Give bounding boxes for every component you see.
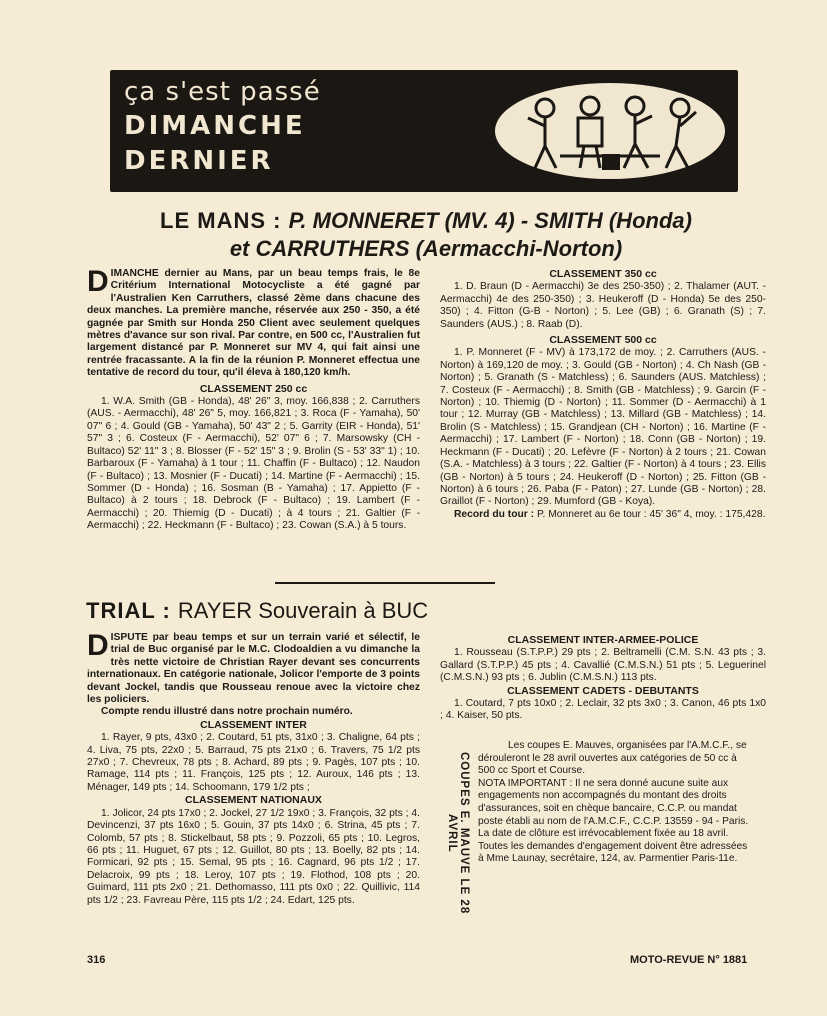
lemans-intro-text: IMANCHE dernier au Mans, par un beau temps frais, le 8e Critérium International Motocycliste a été gagné par l'Australien Ken Carruthers, classé 2ème dans chacune des deux manches. La première manche, réservée aux 250 - 350, a été gagnée par Smith sur Honda 250 Client avec seulement quelques mètres d'avance sur son rival. Par contre, en 500 cc, l'Australien fut largement distancé par P. Monneret sur MV 4, qui fait ainsi une rentrée fracassante. A la fin de la réunion P. Monneret effectua une tentative de record du tour, qu'il éleva à 180,120 km/h.: [87, 268, 420, 379]
trial-intro: [87, 629, 420, 706]
trial-report-note: Compte rendu illustré dans notre prochain numéro.: [101, 706, 353, 718]
c500-title: CLASSEMENT 500 cc: [549, 334, 657, 347]
notice-closing: La date de clôture est irrévocablement fixée au 18 avril. Toutes les demandes d'engagement doivent être adressées à Mme Launay, secrétaire, 124, av. Parmentier Paris-11e.: [478, 828, 748, 865]
lemans-headline-lead: LE MANS :: [160, 208, 289, 233]
notice-text: Les coupes E. Mauves, organisées par l'A.M.C.F., se dérouleront le 28 avril ouvertes aux catégories de 50 cc à 500 cc Sport et Course.: [478, 740, 747, 777]
lemans-headline-part1: P. MONNERET (MV. 4) - SMITH (Honda): [288, 208, 692, 233]
section-divider: [275, 582, 495, 584]
banner-illustration-icon: [490, 76, 730, 186]
notice-vertical-title: COUPES E. MAUVE LE 28 AVRIL: [446, 751, 470, 915]
nat-results: 1. Jolicor, 24 pts 17x0 ; 2. Jockel, 27 1/2 19x0 ; 3. François, 32 pts ; 4. Devincenzi, 37 pts 16x0 ; 5. Gouin, 37 pts 14x0 ; 6. Strina, 45 pts ; 7. Colomb, 57 pts ; 8. Stickelbaut, 58 pts ; 9. Pozzoli, 65 pts ; 10. Legros, 66 pts ; 11. Huguet, 67 pts ; 12. Guillot, 80 pts ; 13. Boelly, 82 pts ; 14. Formicari, 92 pts ; 15. Semal, 95 pts ; 16. Cagnard, 96 pts 1/2 ; 17. Delacroix, 99 pts ; 18. Leroy, 107 pts ; 19. Flothod, 108 pts ; 20. Guimard, 111 pts 2x0 ; 21. Dethomasso, 111 pts 0x0 ; 22. Quillivic, 114 pts 1/2 ; 23. Favreau Père, 115 pts 1/2 ; 24. Edart, 125 pts.: [87, 807, 420, 906]
cadets-title: CLASSEMENT CADETS - DEBUTANTS: [507, 684, 699, 697]
lemans-left-column: [87, 265, 420, 533]
banner-line-2: DIMANCHE: [124, 111, 306, 141]
c250-title: CLASSEMENT 250 cc: [199, 382, 308, 395]
police-results: 1. Rousseau (S.T.P.P.) 29 pts ; 2. Beltramelli (C.M. S.N. 43 pts ; 3. Gallard (S.T.P.P.) 45 pts ; 4. Cavallié (C.M.S.N.) 51 pts ; 5. Leguerinel (C.M.S.N.) 93 pts ; 6. Jublin (C.M.S.N.) 113 pts.: [440, 647, 766, 684]
page-number: 316: [87, 954, 106, 966]
c250-results: 1. W.A. Smith (GB - Honda), 48' 26" 3, moy. 166,838 ; 2. Carruthers (AUS. - Aermacchi), 48' 26" 5, moy. 166,821 ; 3. Roca (F - Yamaha), 50' 07" 6 ; 4. Gould (GB - Yamaha), 50' 43" 2 ; 5. Garrity (EIR - Honda), 51' 57" 3 ; 6. Costeux (F - Aermacchi), 52' 07" 6 ; 7. Marsowsky (CH - Bultaco) 52' 11" 3 ; 8. Blosser (F - 52' 15" 3 ; 9. Brolin (S - 53' 33" 1) ; 10. Barbaroux (F - Yamaha) à 1 tour ; 11. Chaffin (F - Bultaco) ; 12. Naudon (F - Bultaco) ; 13. Mosnier (F - Ducati) ; 14. Martine (F - Aermacchi) ; 15. Sommer (D - Honda) ; 16. Sosman (B - Yamaha) ; 17. Appietto (F - Bultaco) à 2 tours ; 18. Debrock (F - Bultaco) ; 19. Lambert (F - Aermacchi) ; 20. Thiemig (D - Ducati) ; à 4 tours ; 21. Galtier (F - Aermacchi) ; 22. Heckmann (F - Bultaco) ; 23. Cowan (S.A.) à 5 tours.: [87, 396, 420, 532]
banner-line-1: ça s'est passé: [124, 77, 321, 107]
banner-line-3: DERNIER: [124, 146, 274, 176]
lap-record-label: Record du tour :: [454, 508, 535, 520]
c500-results: 1. P. Monneret (F - MV) à 173,172 de moy. ; 2. Carruthers (AUS. - Norton) à 169,120 de moy. ; 3. Gould (GB - Norton) ; 4. Ch Nash (GB - Norton) ; 5. Granath (S - Matchless) ; 6. Saunders (AUS. Matchless) ; 7. Costeux (F - Aermacchi) ; 8. Smith (GB - Matchless) ; 9. Garcin (F - Norton) ; 10. Thiemig (D - Norton) ; 11. Sommer (D - Aermacchi) à 1 tour ; 12. Murray (GB - Matchless) ; 13. Millard (GB - Matchless) ; 14. Brolin (S - Matchless) ; 15. Grandjean (CH - Norton) ; 16. Martine (F - Aermacchi) ; 17. Lambert (F - Norton) ; 18. Conn (GB - Norton) ; 19. Heckmann (F - Ducati) ; 20. Lefèvre (F - Norton) à 2 tours ; 21. Cowan (S.A. - Matchless) à 3 tours ; 22. Galtier (F - Norton) à 4 tours ; 23. Ellis (GB - Norton) à 5 tours ; 24. Heukeroff (D - Norton) ; 25. Fitton (GB - Norton) à 6 tours ; 26. Paba (F - Paton) ; 27. Lunde (GB - Norton) ; 28. Graillot (F - Norton) ; 29. Mumford (GB - Koya).: [440, 347, 766, 508]
nat-title: CLASSEMENT NATIONAUX: [185, 794, 322, 807]
trial-left-column: [87, 629, 420, 907]
magazine-issue: MOTO-REVUE N° 1881: [630, 954, 748, 966]
inter-results: 1. Rayer, 9 pts, 43x0 ; 2. Coutard, 51 pts, 31x0 ; 3. Chaligne, 64 pts ; 4. Liva, 75 pts, 22x0 ; 5. Barraud, 75 pts 21x0 ; 6. Travers, 75 1/2 pts 27x0 ; 7. Chevreux, 78 pts ; 8. Achard, 89 pts ; 9. Pagès, 107 pts ; 10. Ramage, 114 pts ; 11. François, 125 pts ; 12. Auroux, 146 pts ; 13. Ménager, 149 pts ; 14. Schoomann, 179 1/2 pts ;: [87, 732, 420, 793]
trial-headline-lead: TRIAL :: [86, 598, 178, 623]
section-banner: [110, 70, 738, 192]
trial-right-column: [440, 634, 766, 723]
notice-important: NOTA IMPORTANT : Il ne sera donné aucune suite aux engagements non accompagnés du montant des droits d'assurances, soit en chèque bancaire, C.C.P. ou mandat poste établi au nom de l'A.M.C.F., C.C.P. 13559 - 94 - Paris.: [478, 777, 749, 827]
notice-box: [478, 740, 752, 943]
c350-title: CLASSEMENT 350 cc: [549, 268, 657, 280]
trial-headline: [86, 597, 766, 625]
police-title: CLASSEMENT INTER-ARMEE-POLICE: [507, 634, 699, 646]
lemans-dropcap: D: [87, 265, 109, 298]
c350-results: 1. D. Braun (D - Aermacchi) 3e des 250-350) ; 2. Thalamer (AUT. - Aermacchi) 4e des 250-350) ; 3. Heukeroff (D - Honda) 5e des 250-350) ; 4. Fitton (G-B - Norton) ; 5. Lee (GB) ; 6. Granath (S) ; 7. Saunders (AUS.) ; 8. Raab (D).: [440, 281, 766, 330]
lap-record: [440, 509, 766, 521]
lemans-headline: [86, 207, 766, 263]
trial-intro-text: ISPUTE par beau temps et sur un terrain varié et sélectif, le trial de Buc organisé par le M.C. Clodoaldien a vu dimanche la très nette victoire de Christian Rayer devant ses concurrents internationaux. En catégorie nationale, Jolicor l'emporte de 3 points devant Jockel, tandis que Rousseau renoue avec la victoire chez les policiers.: [87, 632, 420, 706]
lap-record-text: P. Monneret au 6e tour : 45' 36" 4, moy. : 175,428.: [534, 508, 766, 520]
trial-dropcap: D: [87, 629, 109, 662]
banner-title: [124, 76, 321, 178]
trial-headline-rest: RAYER Souverain à BUC: [177, 598, 429, 623]
lemans-headline-part2: et CARRUTHERS (Aermacchi-Norton): [229, 236, 623, 261]
lemans-right-column: [440, 268, 766, 521]
inter-title: CLASSEMENT INTER: [200, 718, 307, 731]
lemans-intro: [87, 265, 420, 380]
cadets-results: 1. Coutard, 7 pts 10x0 ; 2. Leclair, 32 pts 3x0 ; 3. Canon, 46 pts 1x0 ; 4. Kaiser, 50 pts.: [440, 698, 766, 722]
